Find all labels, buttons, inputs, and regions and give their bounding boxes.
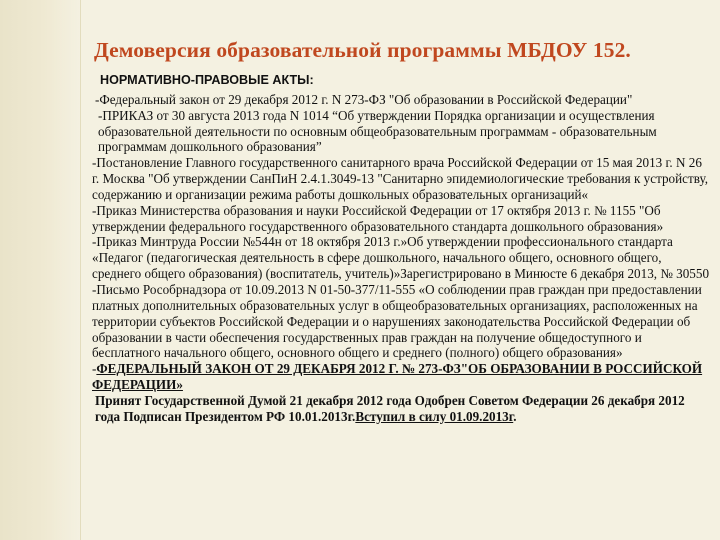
law-adoption-end: . <box>513 408 517 424</box>
section-heading: НОРМАТИВНО-ПРАВОВЫЕ АКТЫ: <box>100 73 314 87</box>
list-item-order-1155: -Приказ Министерства образования и науки Российской Федерации от 17 октября 2013 г. № 1155 "Об утверждении федерального государственного образовательного стандарта дошкольного образования» <box>92 202 664 234</box>
list-item-federal-law: -Федеральный закон от 29 декабря 2012 г. N 273-ФЗ "Об образовании в Российской Федерации" <box>95 91 633 107</box>
list-item-order-544n: -Приказ Минтруда России №544н от 18 октября 2013 г.»Об утверждении профессионального стандарта «Педагог (педагогическая деятельность в сфере дошкольного, начального общего, основного общего, среднего общего образования) (воспитатель, учитель)»Зарегистрировано в Минюсте 6 декабря 2013, № 30550 <box>92 234 710 282</box>
law-highlight-text: ФЕДЕРАЛЬНЫЙ ЗАКОН ОТ 29 ДЕКАБРЯ 2012 Г. № 273-ФЗ"ОБ ОБРАЗОВАНИИ В РОССИЙСКОЙ ФЕДЕРАЦИИ» <box>92 361 703 393</box>
decorative-side-stripe <box>0 0 81 540</box>
slide-title: Демоверсия образовательной программы МБДОУ 152. <box>94 38 631 62</box>
list-item-rosobrnadzor-letter: -Письмо Рособрнадзора от 10.09.2013 N 01-50-377/11-555 «О соблюдении прав граждан при предоставлении платных дополнительных образовательных услуг в общеобразовательных организациях, расположенных на территории субъектов Российской Федерации и о нарушениях законодательства Российской Федерации об образовании в части обеспечения государственных прав граждан на получение общедоступного и бесплатного начального общего, основного общего и среднего (полного) общего образования» <box>92 281 702 361</box>
slide-body <box>92 73 712 425</box>
law-adoption-text: Принят Государственной Думой 21 декабря 2012 года Одобрен Советом Федерации 26 декабря 2012 года Подписан Президентом РФ 10.01.2013г. <box>95 392 685 424</box>
law-effective-date: Вступил в силу 01.09.2013г <box>355 408 514 424</box>
law-adoption-note <box>92 393 712 425</box>
list-item-order-1014: -ПРИКАЗ от 30 августа 2013 года N 1014 “Об утверждении Порядка организации и осуществления образовательной деятельности по основным общеобразовательным программам - образовательным программам дошкольного образования” <box>98 107 657 155</box>
list-item-law-highlight <box>92 361 712 393</box>
list-item-sanpin: -Постановление Главного государственного санитарного врача Российской Федерации от 15 мая 2013 г. N 26 г. Москва "Об утверждении СанПиН 2.4.1.3049-13 "Санитарно эпидемиологические требования к устройству, содержанию и организации режима работы дошкольных образовательных организаций« <box>92 155 709 202</box>
law-prefix: - <box>92 361 97 377</box>
